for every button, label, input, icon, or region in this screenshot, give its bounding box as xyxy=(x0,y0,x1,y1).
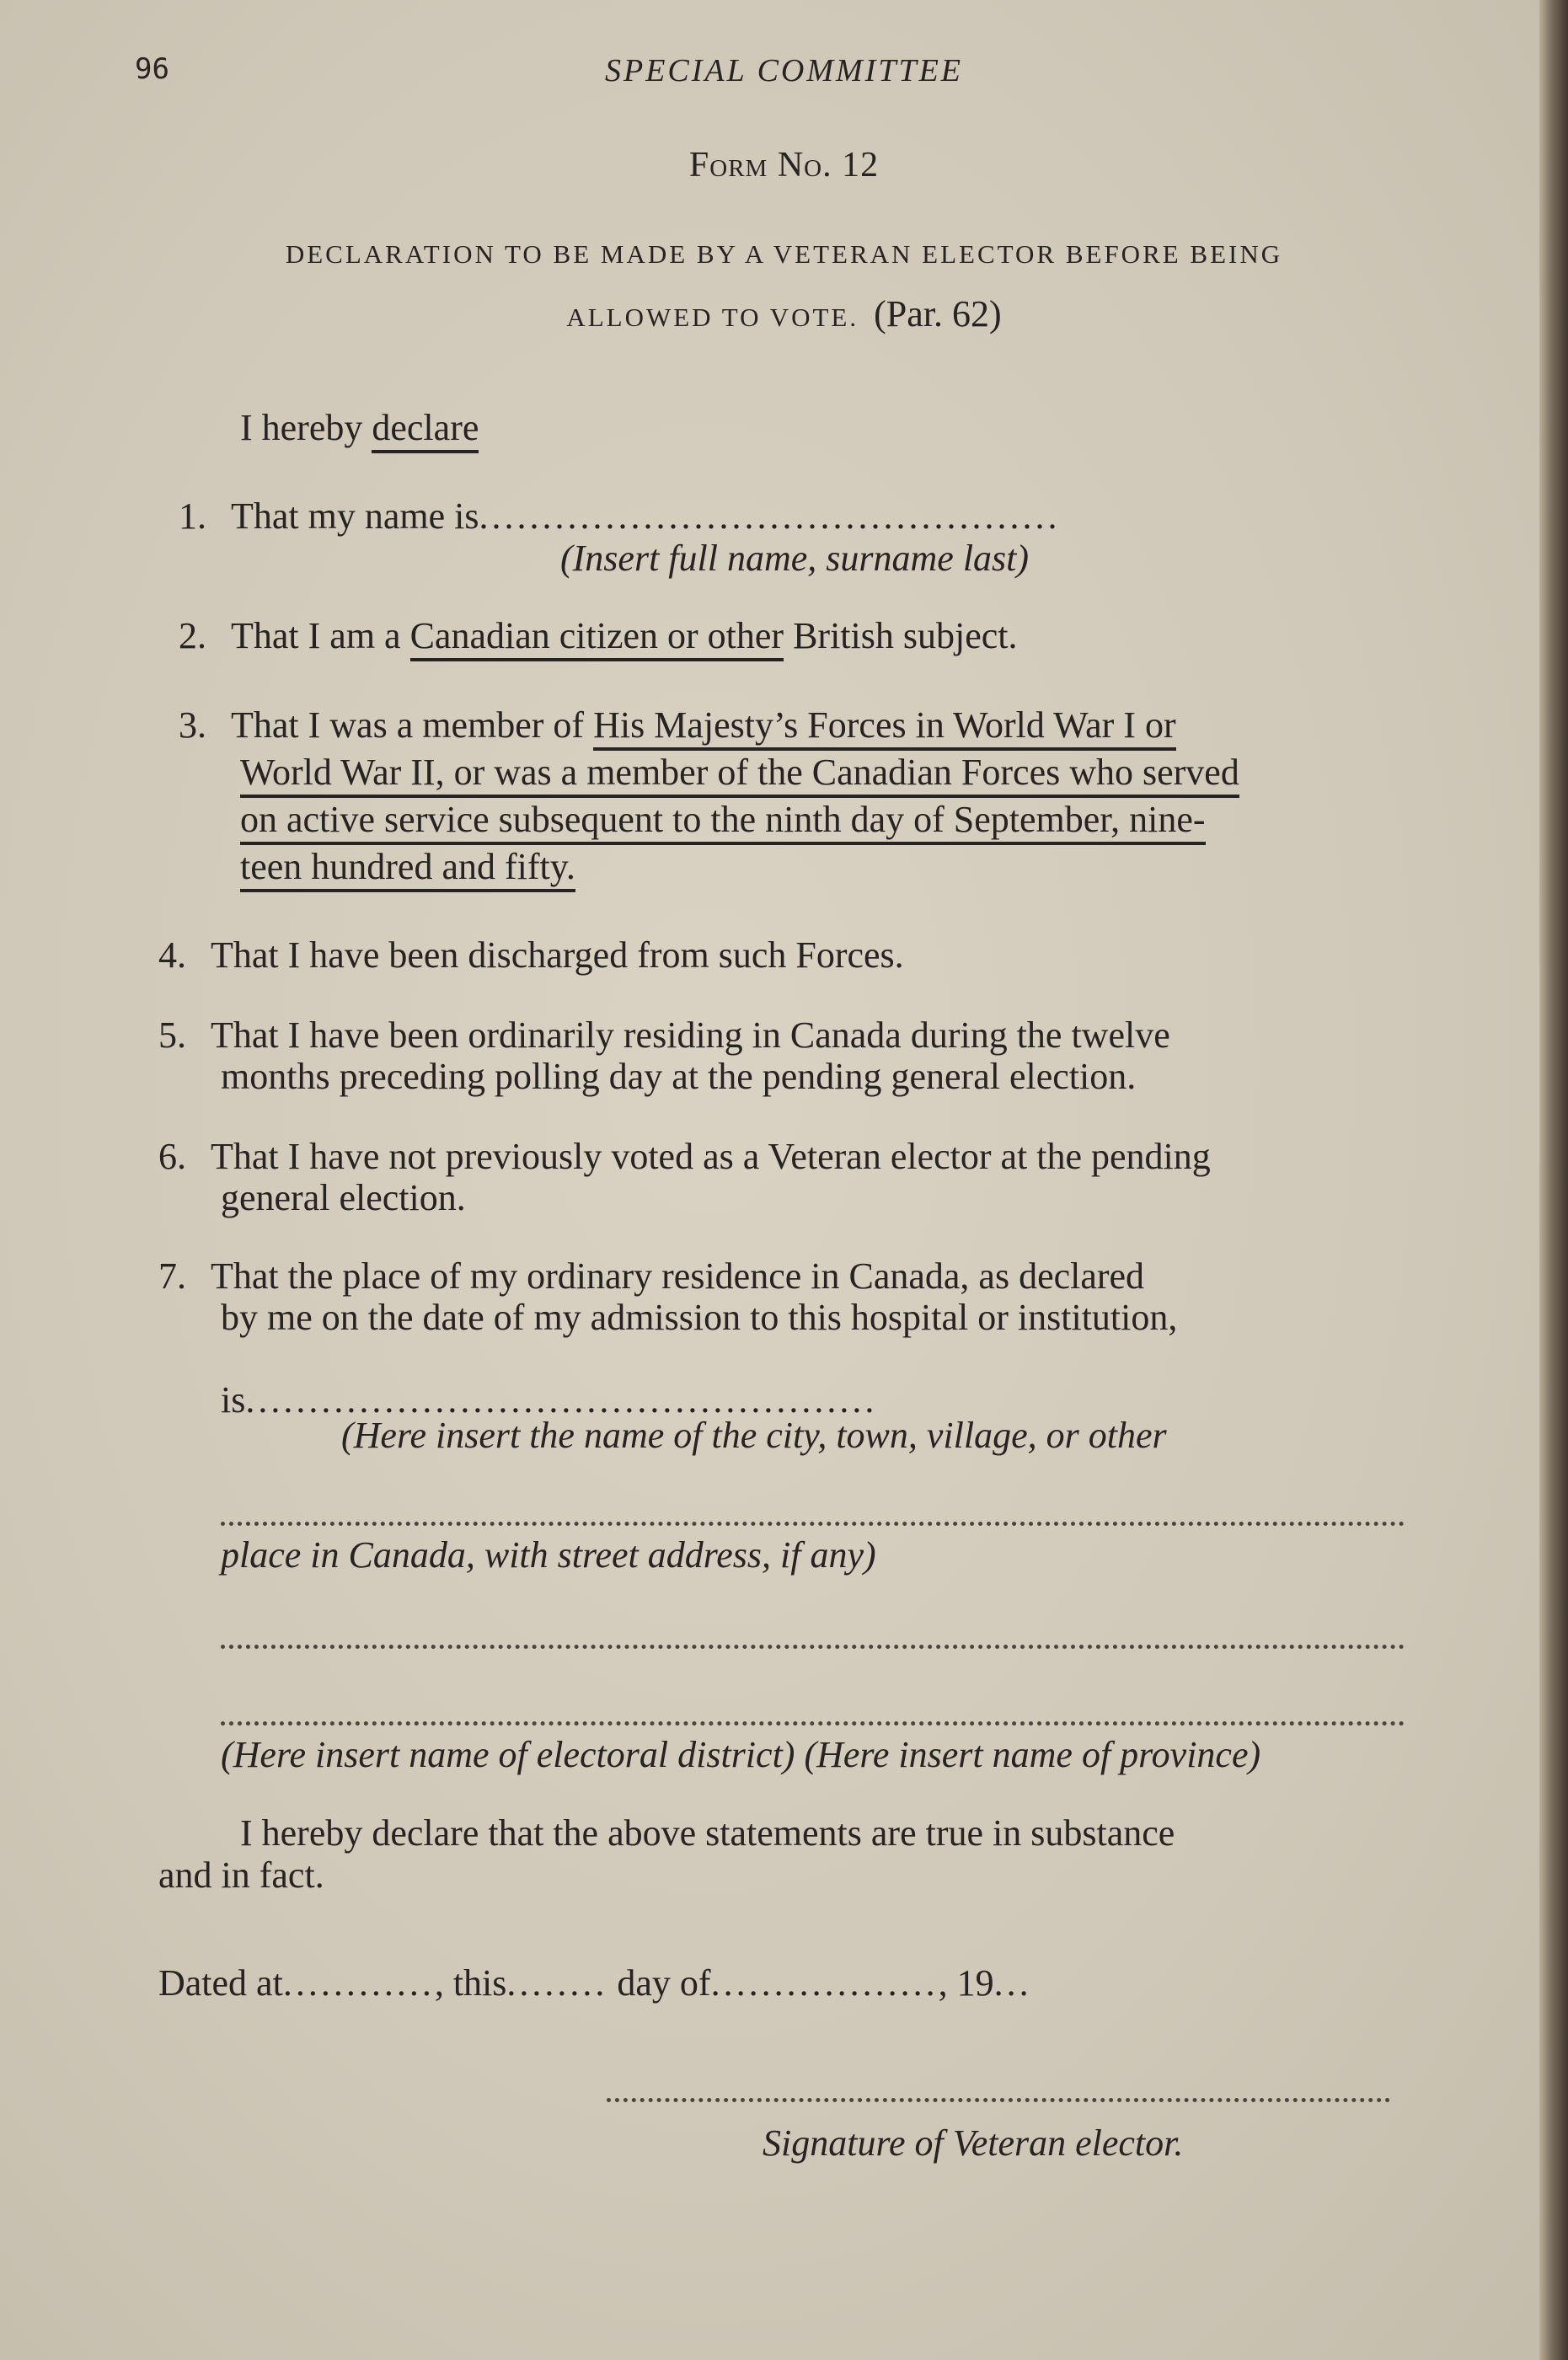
intro-text: I hereby xyxy=(240,407,363,448)
year-label: , 19 xyxy=(938,1962,994,2004)
item-number: 5. xyxy=(158,1014,186,1056)
form-title: Form No. 12 xyxy=(688,146,880,185)
closing-line-1: I hereby declare that the above statements are true in substance xyxy=(240,1812,1175,1854)
page-number: 96 xyxy=(135,52,169,86)
dated-at-label: Dated at xyxy=(158,1962,283,2004)
page-header xyxy=(0,52,1568,94)
item-text-pre: That I am a xyxy=(231,615,401,656)
this-field: ........ xyxy=(506,1962,608,2004)
item-2 xyxy=(179,613,1018,660)
residence-note-1: (Here insert the name of the city, town, village, or other xyxy=(341,1415,1167,1456)
residence-dotted-field: .................................................. xyxy=(245,1379,878,1421)
item-4 xyxy=(158,932,904,979)
form-heading-line-2 xyxy=(0,292,1568,335)
intro xyxy=(240,404,479,452)
day-of-field: .................. xyxy=(710,1962,939,2004)
dated-at-field: ............ xyxy=(282,1962,435,2004)
item-text-underlined: World War II, or was a member of the Canadian Forces who served xyxy=(240,752,1239,798)
item-1-note: (Insert full name, surname last) xyxy=(560,538,1030,579)
item-3-line-3 xyxy=(240,796,1206,843)
item-text-underlined: on active service subsequent to the ninth day of September, nine- xyxy=(240,799,1206,845)
item-text: That I have been discharged from such Forces. xyxy=(211,934,904,976)
item-3-line-2 xyxy=(240,749,1239,796)
item-7-line-2: by me on the date of my admission to this hospital or institution, xyxy=(221,1297,1178,1338)
item-3-line-4 xyxy=(240,843,575,891)
item-text: That I have not previously voted as a Veteran elector at the pending xyxy=(211,1136,1211,1177)
item-text-underlined: teen hundred and fifty. xyxy=(240,846,575,892)
item-number: 4. xyxy=(158,934,186,976)
district-province-note: (Here insert name of electoral district) (Here insert name of province) xyxy=(221,1734,1261,1775)
paragraph-reference: (Par. 62) xyxy=(874,293,1002,334)
form-heading-line-1: DECLARATION TO BE MADE BY A VETERAN ELECTOR BEFORE BEING xyxy=(285,239,1283,269)
item-5 xyxy=(158,1012,1170,1059)
name-dotted-field: .............................................. xyxy=(479,495,1061,537)
is-word: is xyxy=(221,1379,246,1421)
item-text: That I have been ordinarily residing in Canada during the twelve xyxy=(211,1014,1170,1056)
item-5-line-2: months preceding polling day at the pending general election. xyxy=(221,1056,1137,1097)
item-text: That the place of my ordinary residence in Canada, as declared xyxy=(211,1255,1145,1297)
item-number: 2. xyxy=(179,615,206,656)
province-dotted-line xyxy=(221,1721,1405,1726)
item-text-underlined: Canadian citizen or other xyxy=(410,615,784,661)
heading-text: ALLOWED TO VOTE. xyxy=(566,302,859,332)
item-6-line-2: general election. xyxy=(221,1177,466,1218)
item-text-pre: That I was a member of xyxy=(231,704,585,746)
item-1 xyxy=(179,493,1061,540)
day-of-label: day of xyxy=(617,1962,711,2004)
item-text-underlined: His Majesty’s Forces in World War I or xyxy=(593,704,1176,751)
residence-note-2: place in Canada, with street address, if any) xyxy=(221,1534,876,1576)
signature-label: Signature of Veteran elector. xyxy=(763,2122,1184,2164)
dated-line xyxy=(158,1960,1032,2007)
item-number: 3. xyxy=(179,704,206,746)
closing-line-2: and in fact. xyxy=(158,1854,324,1896)
item-number: 1. xyxy=(179,495,206,537)
item-6 xyxy=(158,1133,1211,1180)
item-3 xyxy=(179,702,1176,749)
item-7 xyxy=(158,1253,1144,1300)
item-text-post: British subject. xyxy=(793,615,1018,656)
page-edge xyxy=(1539,0,1568,2360)
intro-underlined: declare xyxy=(372,407,479,453)
residence-dotted-line-2 xyxy=(221,1522,1405,1526)
running-head: SPECIAL COMMITTEE xyxy=(604,53,964,88)
electoral-district-dotted-line xyxy=(221,1645,1405,1649)
this-label: , this xyxy=(434,1962,507,2004)
item-number: 7. xyxy=(158,1255,186,1297)
signature-dotted-line xyxy=(607,2098,1390,2102)
item-number: 6. xyxy=(158,1136,186,1177)
year-field: ... xyxy=(993,1962,1032,2004)
item-text: That my name is xyxy=(231,495,479,537)
